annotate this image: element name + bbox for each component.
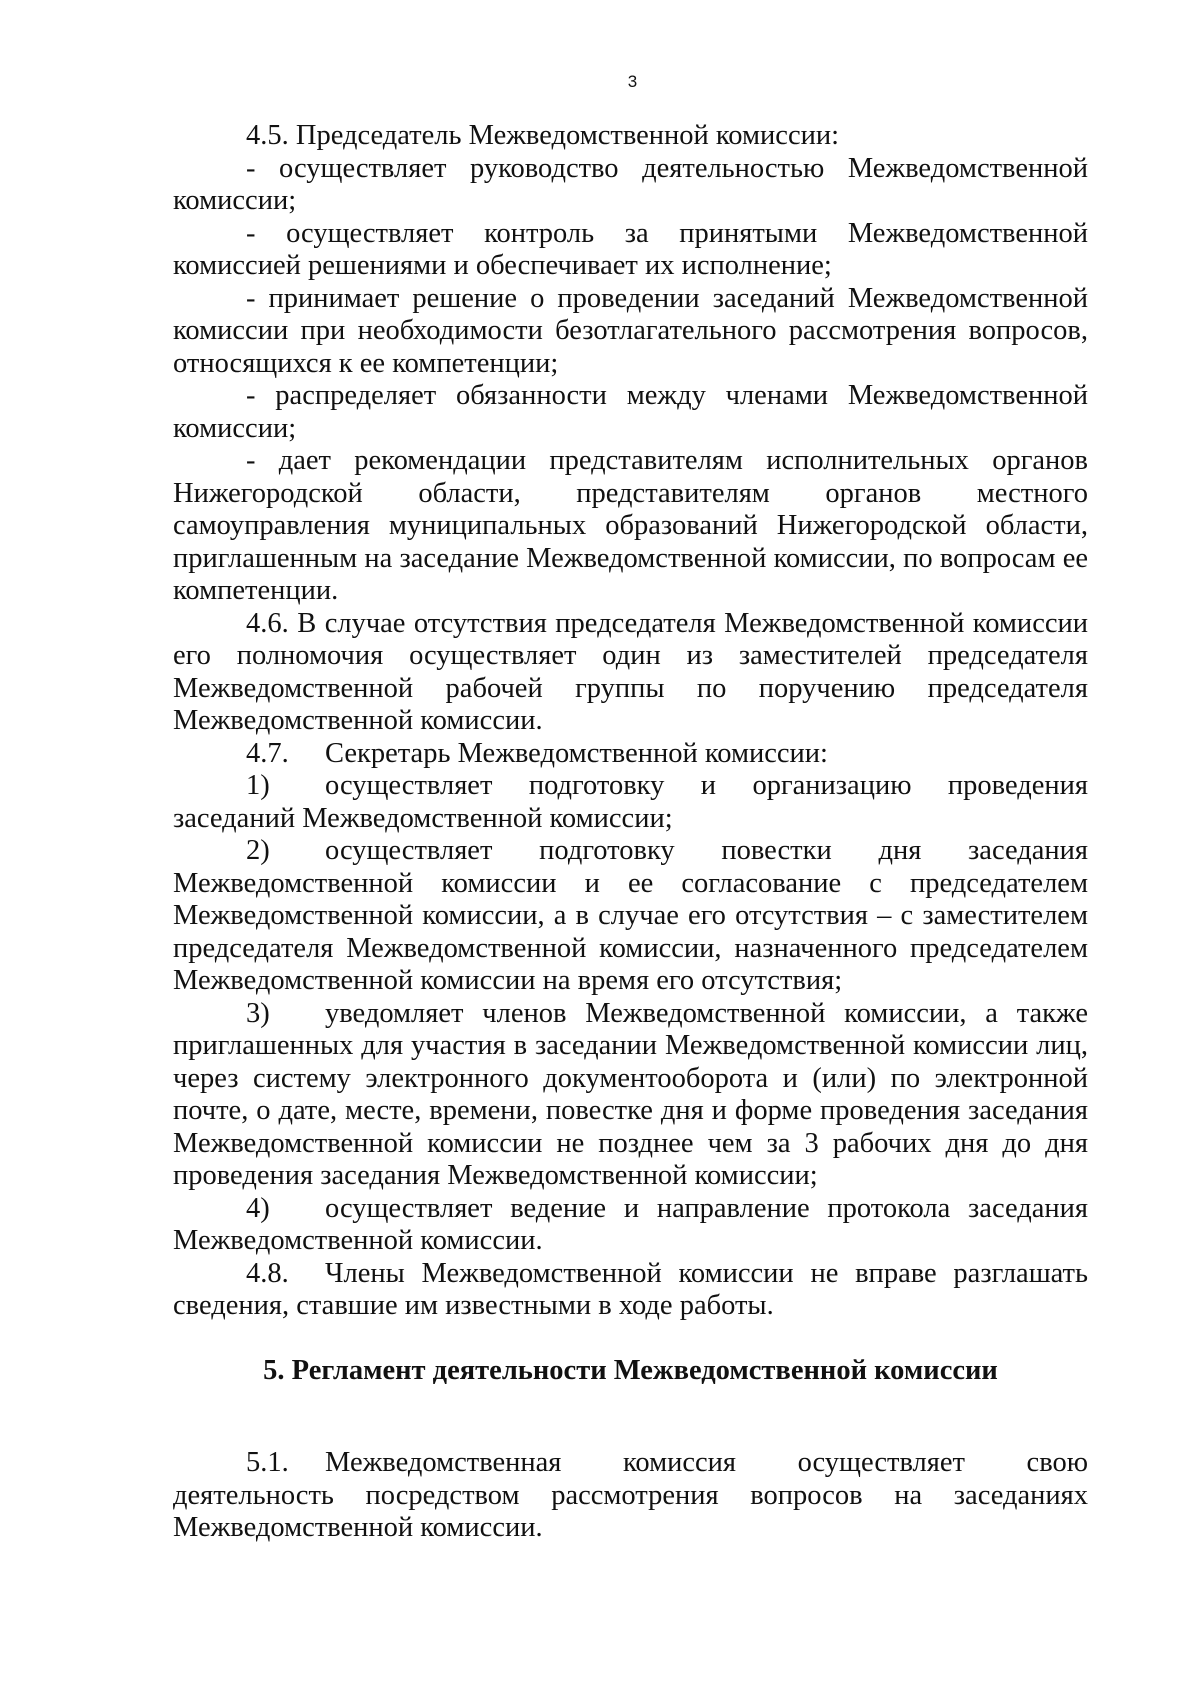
paragraph-5-1-number: 5.1.	[246, 1447, 289, 1478]
paragraph-4-7-4	[173, 1193, 1088, 1258]
paragraph-4-7-1-number: 1)	[246, 770, 270, 801]
paragraph-4-7-4-text: осуществляет ведение и направление протокола заседания Межведомственной комиссии.	[173, 1192, 1088, 1256]
paragraph-4-7-3-number: 3)	[246, 997, 270, 1029]
paragraph-4-7-text: Секретарь Межведомственной комиссии:	[325, 737, 828, 769]
section-5-heading: 5. Регламент деятельности Межведомственной комиссии	[263, 1354, 998, 1386]
paragraph-4-5-item-duties: - распределяет обязанности между членами Межведомственной комиссии;	[173, 380, 1088, 444]
paragraph-4-7-1	[173, 770, 1088, 835]
paragraph-4-8-text: Члены Межведомственной комиссии не вправе разглашать сведения, ставшие им известными в ходе работы.	[173, 1257, 1088, 1321]
paragraph-4-7-number: 4.7.	[246, 737, 289, 769]
page-number: 3	[627, 72, 638, 91]
paragraph-4-7-3	[173, 998, 1088, 1193]
paragraph-4-5: 4.5. Председатель Межведомственной комиссии:	[246, 120, 840, 151]
paragraph-5-1	[173, 1447, 1088, 1545]
paragraph-4-5-item-meetings: - принимает решение о проведении заседаний Межведомственной комиссии при необходимости безотлагательного рассмотрения вопросов, относящихся к ее компетенции;	[173, 282, 1088, 379]
paragraph-4-7-3-text: уведомляет членов Межведомственной комиссии, а также приглашенных для участия в заседании Межведомственной комиссии лиц, через систему электронного документооборота и (или) по электронной почте, о дате, месте, времени, повестке дня и форме проведения заседания Межведомственной комиссии не позднее чем за 3 рабочих дня до дня проведения заседания Межведомственной комиссии;	[173, 997, 1088, 1191]
document-body	[173, 120, 1088, 1545]
paragraph-4-7-1-text: осуществляет подготовку и организацию проведения заседаний Межведомственной комиссии;	[173, 770, 1088, 834]
paragraph-4-6: 4.6. В случае отсутствия председателя Межведомственной комиссии его полномочия осуществляет один из заместителей председателя Межведомственной рабочей группы по поручению председателя Межведомственной комиссии.	[173, 607, 1088, 736]
paragraph-4-8-number: 4.8.	[246, 1257, 289, 1289]
paragraph-4-5-item-control: - осуществляет контроль за принятыми Межведомственной комиссией решениями и обеспечивает их исполнение;	[173, 217, 1088, 281]
paragraph-4-7-2-text: осуществляет подготовку повестки дня заседания Межведомственной комиссии и ее согласование с председателем Межведомственной комиссии, а в случае его отсутствия – с заместителем председателя Межведомственной комиссии, назначенного председателем Межведомственной комиссии на время его отсутствия;	[173, 835, 1088, 996]
paragraph-4-7	[173, 738, 1088, 771]
paragraph-4-7-2	[173, 835, 1088, 998]
paragraph-4-7-2-number: 2)	[246, 835, 270, 866]
paragraph-4-7-4-number: 4)	[246, 1192, 270, 1224]
paragraph-5-1-text: Межведомственная комиссия осуществляет свою деятельность посредством рассмотрения вопросов на заседаниях Межведомственной комиссии.	[173, 1447, 1088, 1543]
paragraph-4-5-item-lead: - осуществляет руководство деятельностью Межведомственной комиссии;	[173, 152, 1088, 216]
paragraph-4-8	[173, 1258, 1088, 1323]
paragraph-4-5-item-recommendations: - дает рекомендации представителям исполнительных органов Нижегородской области, представителям органов местного самоуправления муниципальных образований Нижегородской области, приглашенным на заседание Межведомственной комиссии, по вопросам ее компетенции.	[173, 445, 1088, 606]
